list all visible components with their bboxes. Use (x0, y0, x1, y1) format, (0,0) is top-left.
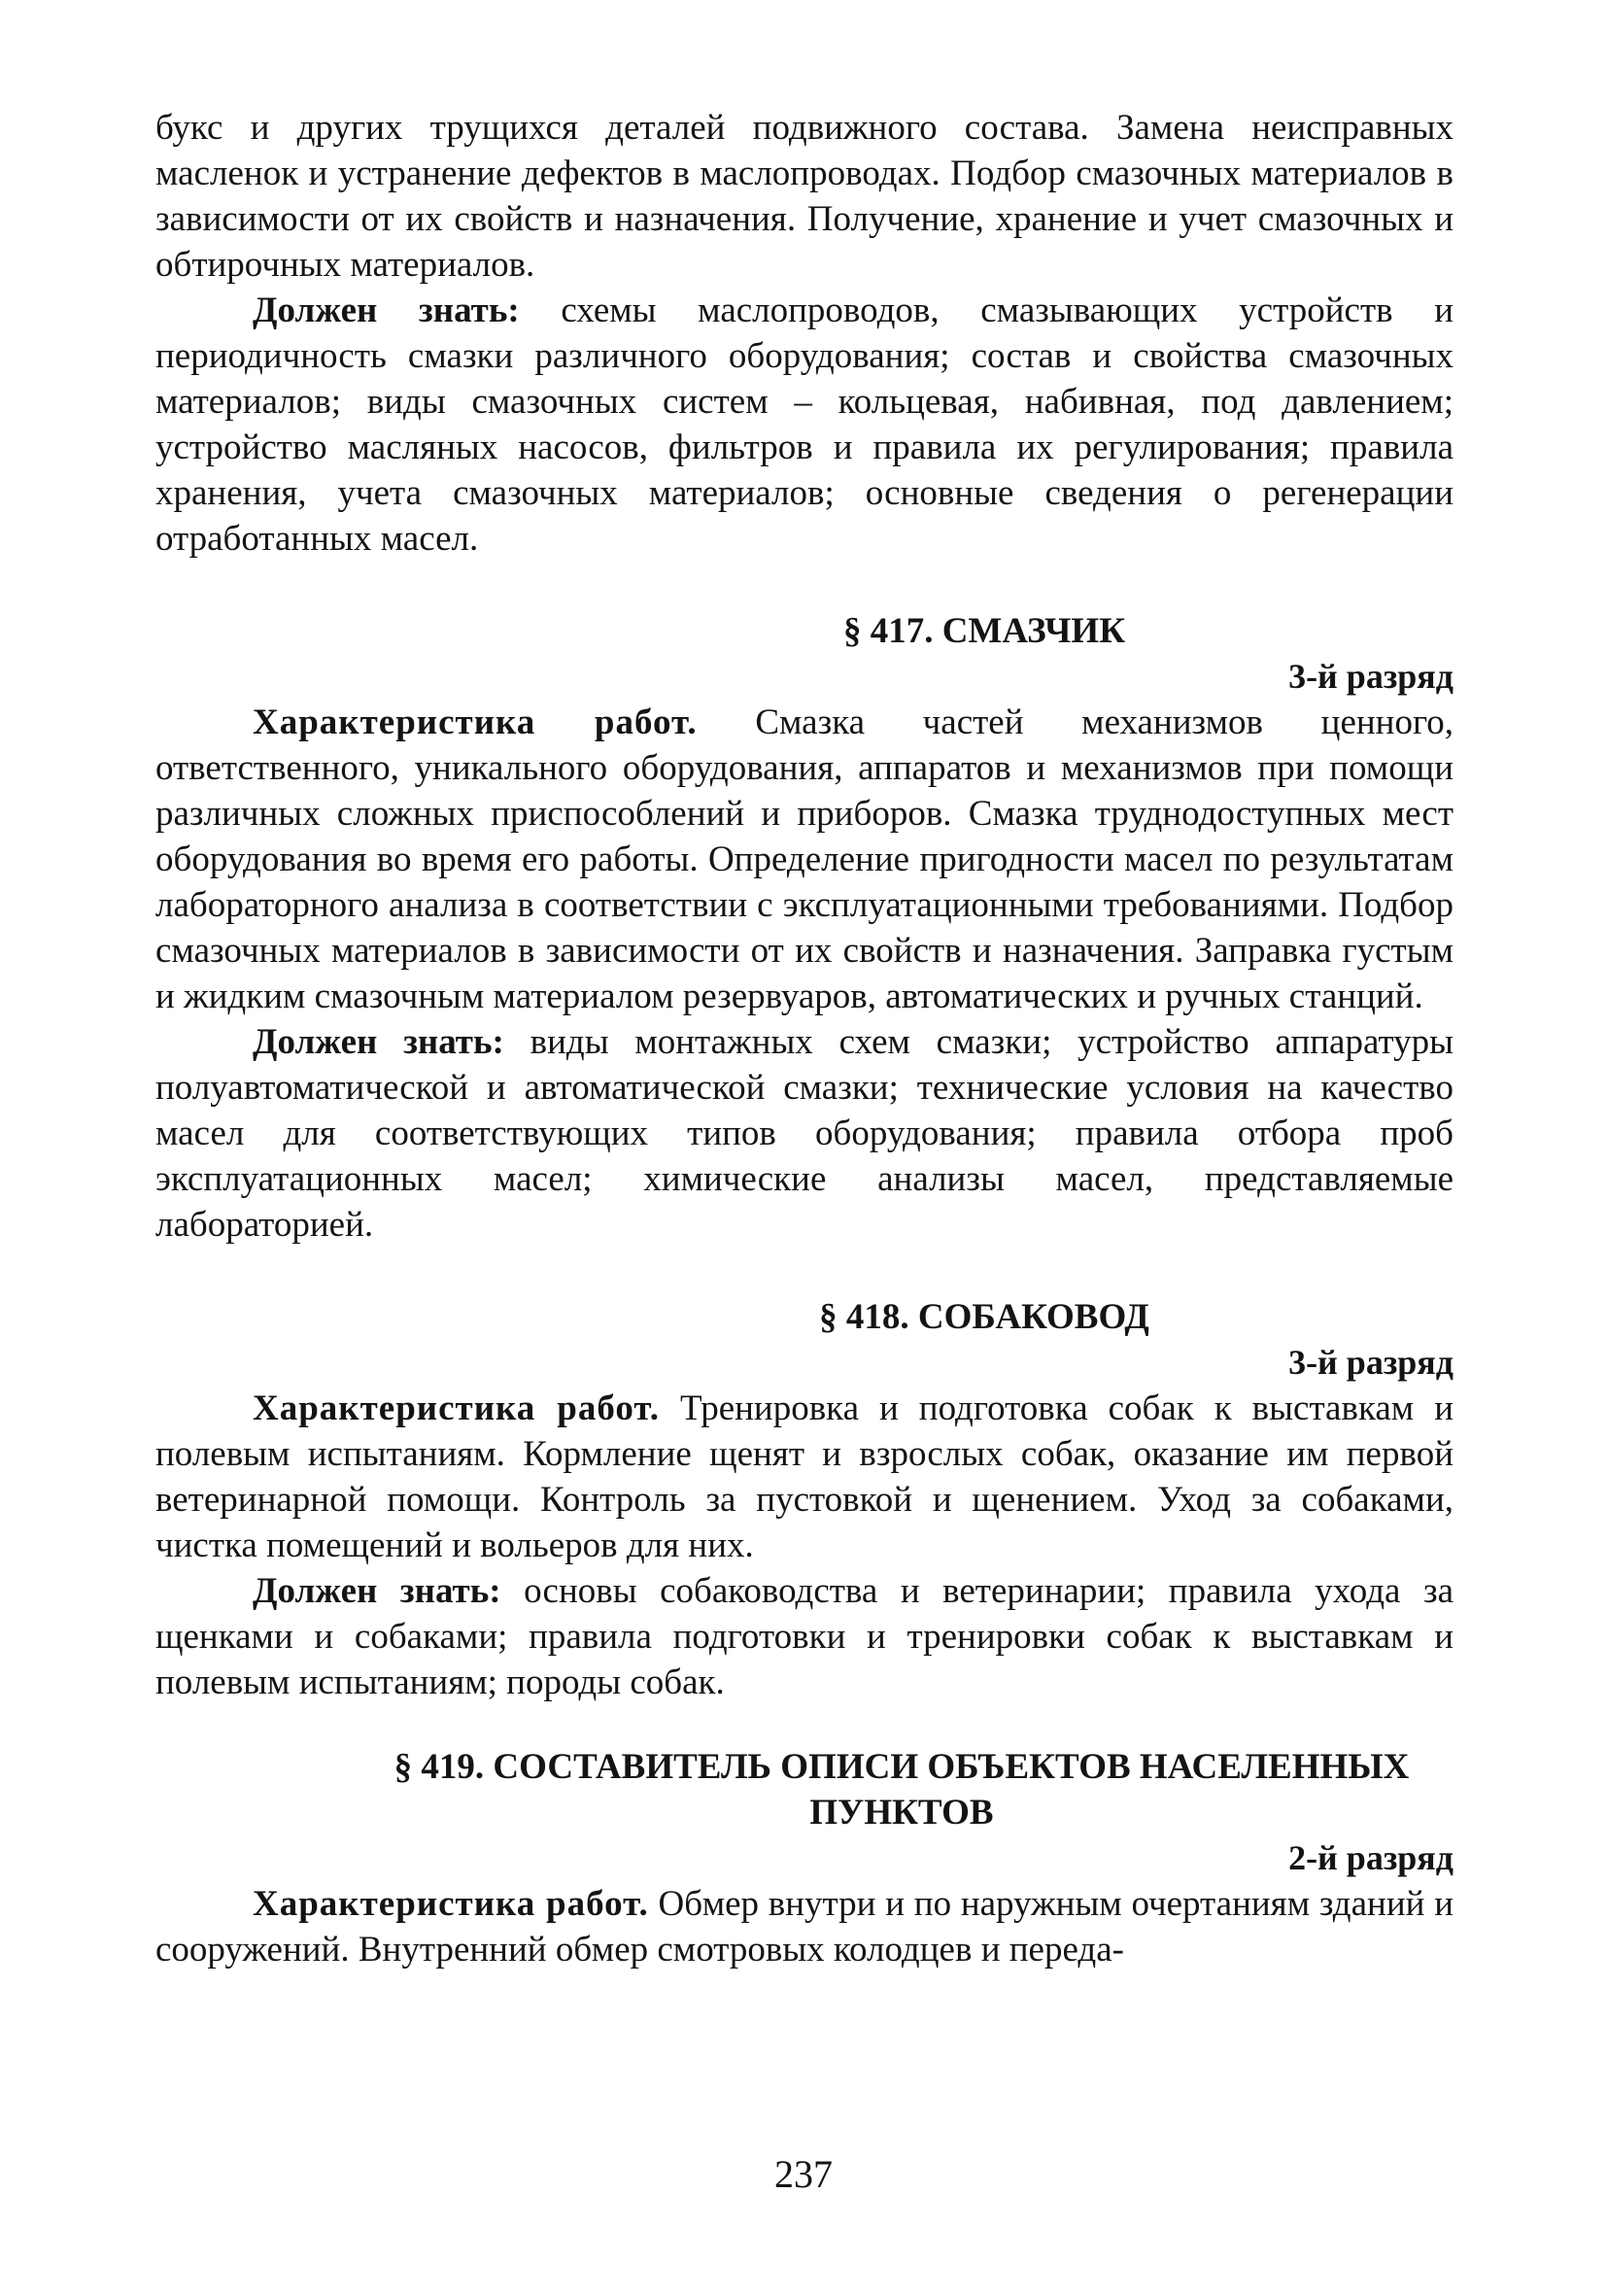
intro-paragraph (155, 105, 1453, 288)
section-419-work-text: Обмер внутри и по наружным очертаниям зданий и сооружений. Внутренний обмер смотровых колодцев и переда- (155, 1884, 1454, 1970)
intro-knowledge-paragraph (155, 288, 1453, 562)
section-417-knowledge-label: Должен знать: (253, 1022, 504, 1062)
section-418-knowledge-label: Должен знать: (253, 1571, 501, 1611)
document-page (155, 105, 1453, 1972)
intro-knowledge-text: схемы маслопроводов, смазывающих устройств и периодичность смазки различного оборудования; состав и свойства смазочных материалов; виды смазочных систем – кольцевая, набивная, под давлением; устройство масляных насосов, фильтров и правила их регулирования; правила хранения, учета смазочных материалов; основные сведения о регенерации отработанных масел. (155, 291, 1453, 559)
section-417-work-paragraph (155, 700, 1453, 1019)
section-417-knowledge-text: виды монтажных схем смазки; устройство аппаратуры полуавтоматической и автоматической смазки; технические условия на качество масел для соответствующих типов оборудования; правила отбора проб эксплуатационных масел; химические анализы масел, представляемые лабораторией. (155, 1022, 1453, 1245)
section-418-knowledge-paragraph (155, 1568, 1453, 1705)
section-418-work-text: Тренировка и подготовка собак к выставкам и полевым испытаниям. Кормление щенят и взрослых собак, оказание им первой ветеринарной помощи. Контроль за пустовкой и щенением. Уход за собаками, чистка помещений и вольеров для них. (155, 1388, 1453, 1565)
page-number: 237 (774, 2152, 833, 2196)
section-419-work-paragraph (155, 1881, 1453, 1972)
section-419-rank: 2-й разряд (1288, 1838, 1453, 1877)
section-417-knowledge-paragraph (155, 1019, 1453, 1248)
section-417-rank: 3-й разряд (1288, 657, 1453, 696)
section-418-work-paragraph (155, 1386, 1453, 1568)
section-417-title: § 417. СМАЗЧИК (842, 611, 1126, 651)
section-419-work-label: Характеристика работ. (253, 1884, 649, 1924)
intro-text: букс и других трущихся деталей подвижного состава. Замена неисправных масленок и устранение дефектов в маслопроводах. Подбор смазочных материалов в зависимости от их свойств и назначения. Получение, хранение и учет смазочных и обтирочных материалов. (155, 108, 1453, 285)
section-417-work-label: Характеристика работ. (253, 703, 698, 742)
section-418-work-label: Характеристика работ. (253, 1388, 661, 1428)
section-419-title: § 419. СОСТАВИТЕЛЬ ОПИСИ ОБЪЕКТОВ НАСЕЛЕННЫХ ПУНКТОВ (393, 1747, 1410, 1833)
section-418-knowledge-text: основы собаководства и ветеринарии; правила ухода за щенками и собаками; правила подготовки и тренировки собак к выставкам и полевым испытаниям; породы собак. (155, 1571, 1453, 1702)
intro-knowledge-label: Должен знать: (253, 291, 520, 330)
section-417-work-text: Смазка частей механизмов ценного, ответственного, уникального оборудования, аппаратов и механизмов при помощи различных сложных приспособлений и приборов. Смазка труднодоступных мест оборудования во время его работы. Определение пригодности масел по результатам лабораторного анализа в соответствии с эксплуатационными требованиями. Подбор смазочных материалов в зависимости от их свойств и назначения. Заправка густым и жидким смазочным материалом резервуаров, автоматических и ручных станций. (155, 703, 1453, 1016)
section-418-title: § 418. СОБАКОВОД (819, 1297, 1149, 1337)
section-418-rank: 3-й разряд (1288, 1343, 1453, 1382)
